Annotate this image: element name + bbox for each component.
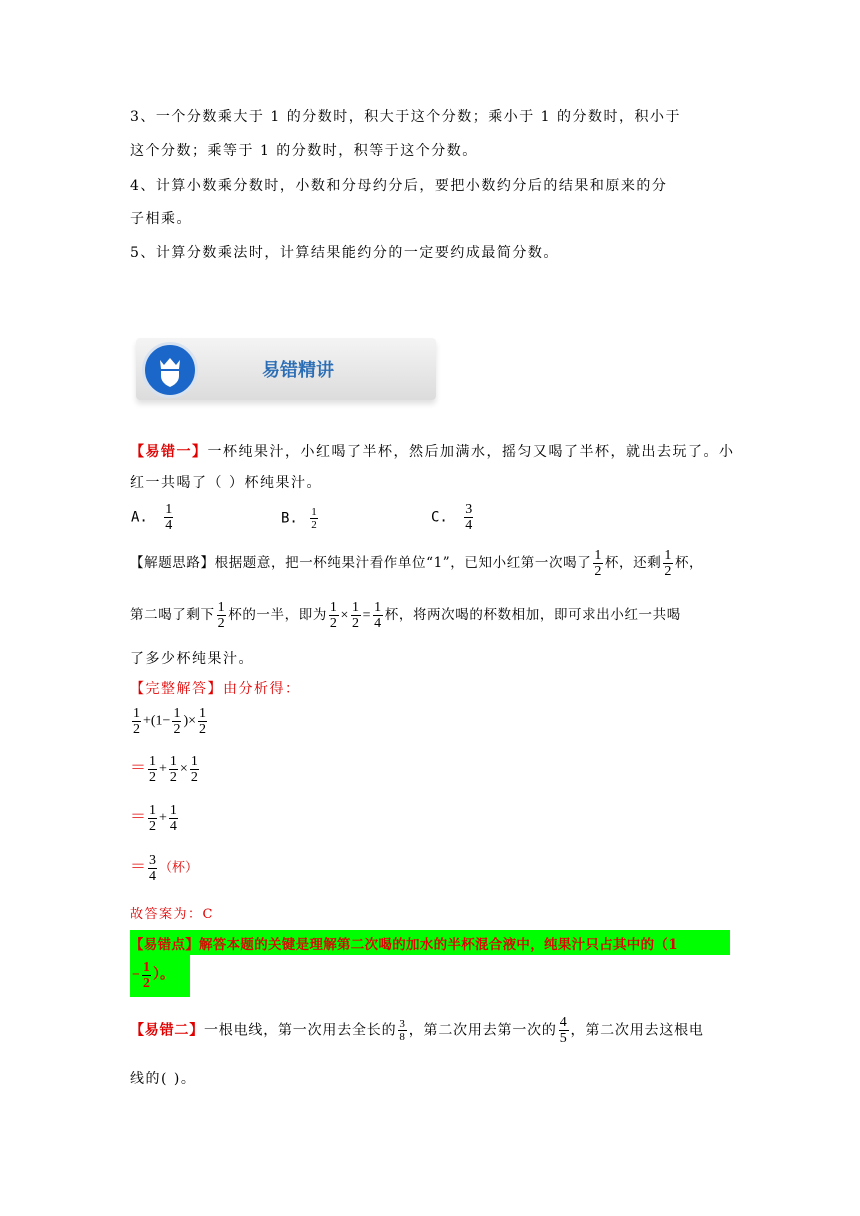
idea-line3: 了多少杯纯果汁。	[130, 651, 254, 667]
mistake2-question-line2: 线的( )。	[130, 1071, 197, 1087]
answer-heading: 【完整解答】由分析得：	[130, 681, 301, 697]
idea-line1: 【解题思路】根据题意，把一杯纯果汁看作单位“1”，已知小红第一次喝了 $\frac{1}{2}$ 杯，还剩 $\frac{1}{2}$ 杯，	[130, 548, 704, 579]
banner-title: 易错精讲	[262, 360, 334, 381]
answer-step1: $\frac{1}{2}$ +(1− $\frac{1}{2}$ )× $\frac{1}{2}$	[133, 706, 207, 737]
answer-step4: ＝ $\frac{3}{4}$ （杯）	[130, 853, 199, 884]
rule-3-line2: 这个分数；乘等于 1 的分数时，积等于这个分数。	[130, 143, 478, 159]
option-c: C. $\frac{3}{4}$	[431, 502, 473, 533]
mistake2-tag: 【易错二】	[130, 1022, 204, 1039]
rule-4-line2: 子相乘。	[130, 211, 192, 227]
answer-step2: ＝ $\frac{1}{2}$ + $\frac{1}{2}$ × $\frac{1}{2}$	[130, 754, 198, 785]
crown-shield-icon	[142, 342, 198, 398]
final-answer: 故答案为：C	[130, 907, 214, 922]
mistake1-question-text: 一杯纯果汁，小红喝了半杯，然后加满水，摇匀又喝了半杯，就出去玩了。小	[207, 444, 735, 460]
mistake1-question-line2: 红一共喝了（ ）杯纯果汁。	[130, 475, 322, 491]
idea-line2: 第二喝了剩下 $\frac{1}{2}$ 杯的一半，即为 $\frac{1}{2}$ × $\frac{1}{2}$ = $\frac{1}{4}$ 杯，将两次喝的杯数相加，即可求出小红一共喝	[130, 600, 681, 631]
mistake1-question-line1	[130, 441, 735, 461]
rule-5: 5、计算分数乘法时，计算结果能约分的一定要约成最简分数。	[130, 245, 559, 261]
mistake-point-line2: − $\frac{1}{2}$ ）。	[132, 960, 174, 991]
rule-3-line1: 3、一个分数乘大于 1 的分数时，积大于这个分数；乘小于 1 的分数时，积小于	[130, 109, 682, 125]
answer-step3: ＝ $\frac{1}{2}$ + $\frac{1}{4}$	[130, 803, 177, 834]
mistake2-question-line1: 【易错二】一根电线，第一次用去全长的 $\frac{3}{8}$ ，第二次用去第一次的 $\frac{4}{5}$ ，第二次用去这根电	[130, 1015, 704, 1046]
option-a: A. $\frac{1}{4}$	[131, 502, 173, 533]
mistake1-tag: 【易错一】	[130, 444, 208, 460]
option-b: B. $\frac{1}{2}$	[281, 506, 317, 531]
mistake-point-line1: 【易错点】解答本题的关键是理解第二次喝的加水的半杯混合液中，纯果汁只占其中的（1	[130, 937, 678, 953]
rule-4-line1: 4、计算小数乘分数时，小数和分母约分后，要把小数约分后的结果和原来的分	[130, 178, 668, 194]
